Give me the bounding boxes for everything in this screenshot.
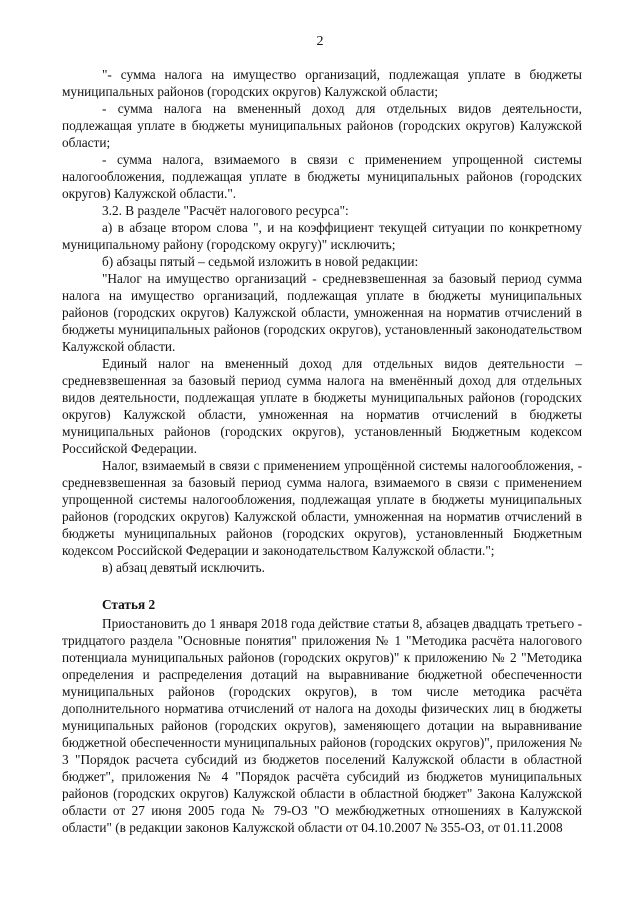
paragraph: б) абзацы пятый – седьмой изложить в новой редакции: bbox=[102, 254, 419, 269]
page-number: 2 bbox=[316, 34, 324, 49]
article-heading: Статья 2 bbox=[102, 597, 156, 612]
document-body bbox=[62, 66, 582, 836]
article-paragraph: Приостановить до 1 января 2018 года действие статьи 8, абзацев двадцать третьего - тридцатого раздела "Основные понятия" приложения № 1 "Методика расчёта налогового потенциала муниципальных районов (городских округов)" к приложению № 2 "Методика определения и распределения дотаций на выравнивание бюджетной обеспеченности муниципальных районов (городских округов), в том числе методика расчёта дополнительного норматива отчислений от налога на доходы физических лиц в бюджеты муниципальных районов (городских округов), заменяющего дотации на выравнивание бюджетной обеспеченности муниципальных районов (городских округов)", приложения № 3 "Порядок расчета субсидий из бюджетов поселений Калужской области в областной бюджет", приложения № 4 "Порядок расчёта субсидий из бюджетов муниципальных районов (городских округов) Калужской области в областной бюджет" Закона Калужской области от 27 июня 2005 года № 79-ОЗ "О межбюджетных отношениях в Калужской области" (в редакции законов Калужской области от 04.10.2007 № 355-ОЗ, от 01.11.2008 bbox=[62, 616, 582, 835]
paragraph: Налог, взимаемый в связи с применением упрощённой системы налогообложения, - средневзвешенная за базовый период сумма налога, взимаемого в связи с применением упрощенной системы налогообложения, подлежащая уплате в бюджеты муниципальных районов (городских округов) Калужской области, умноженная на норматив отчислений в бюджеты муниципальных районов (городских округов), установленный Бюджетным кодексом Российской Федерации и законодательством Калужской области."; bbox=[62, 458, 582, 558]
paragraph: "Налог на имущество организаций - средневзвешенная за базовый период сумма налога на имущество организаций, подлежащая уплате в бюджеты муниципальных районов (городских округов) Калужской области, умноженная на норматив отчислений в бюджеты муниципальных районов (городских округов), установленный законодательством Калужской области. bbox=[62, 271, 582, 354]
paragraph: "- сумма налога на имущество организаций, подлежащая уплате в бюджеты муниципальных районов (городских округов) Калужской области; bbox=[62, 67, 582, 99]
paragraph: - сумма налога, взимаемого в связи с применением упрощенной системы налогообложения, подлежащая уплате в бюджеты муниципальных районов (городских округов) Калужской области.". bbox=[62, 152, 582, 201]
paragraph: а) в абзаце втором слова ", и на коэффициент текущей ситуации по конкретному муниципальному району (городскому округу)" исключить; bbox=[62, 220, 582, 252]
paragraph: в) абзац девятый исключить. bbox=[102, 560, 265, 575]
paragraph: Единый налог на вмененный доход для отдельных видов деятельности – средневзвешенная за базовый период сумма налога на вменённый доход для отдельных видов деятельности, подлежащая уплате в бюджеты муниципальных районов (городских округов) Калужской области, умноженная на норматив отчислений в бюджеты муниципальных районов (городских округов), установленный Бюджетным кодексом Российской Федерации. bbox=[62, 356, 582, 456]
paragraph: - сумма налога на вмененный доход для отдельных видов деятельности, подлежащая уплате в бюджеты муниципальных районов (городских округов) Калужской области; bbox=[62, 101, 582, 150]
paragraph: 3.2. В разделе "Расчёт налогового ресурса": bbox=[102, 203, 349, 218]
